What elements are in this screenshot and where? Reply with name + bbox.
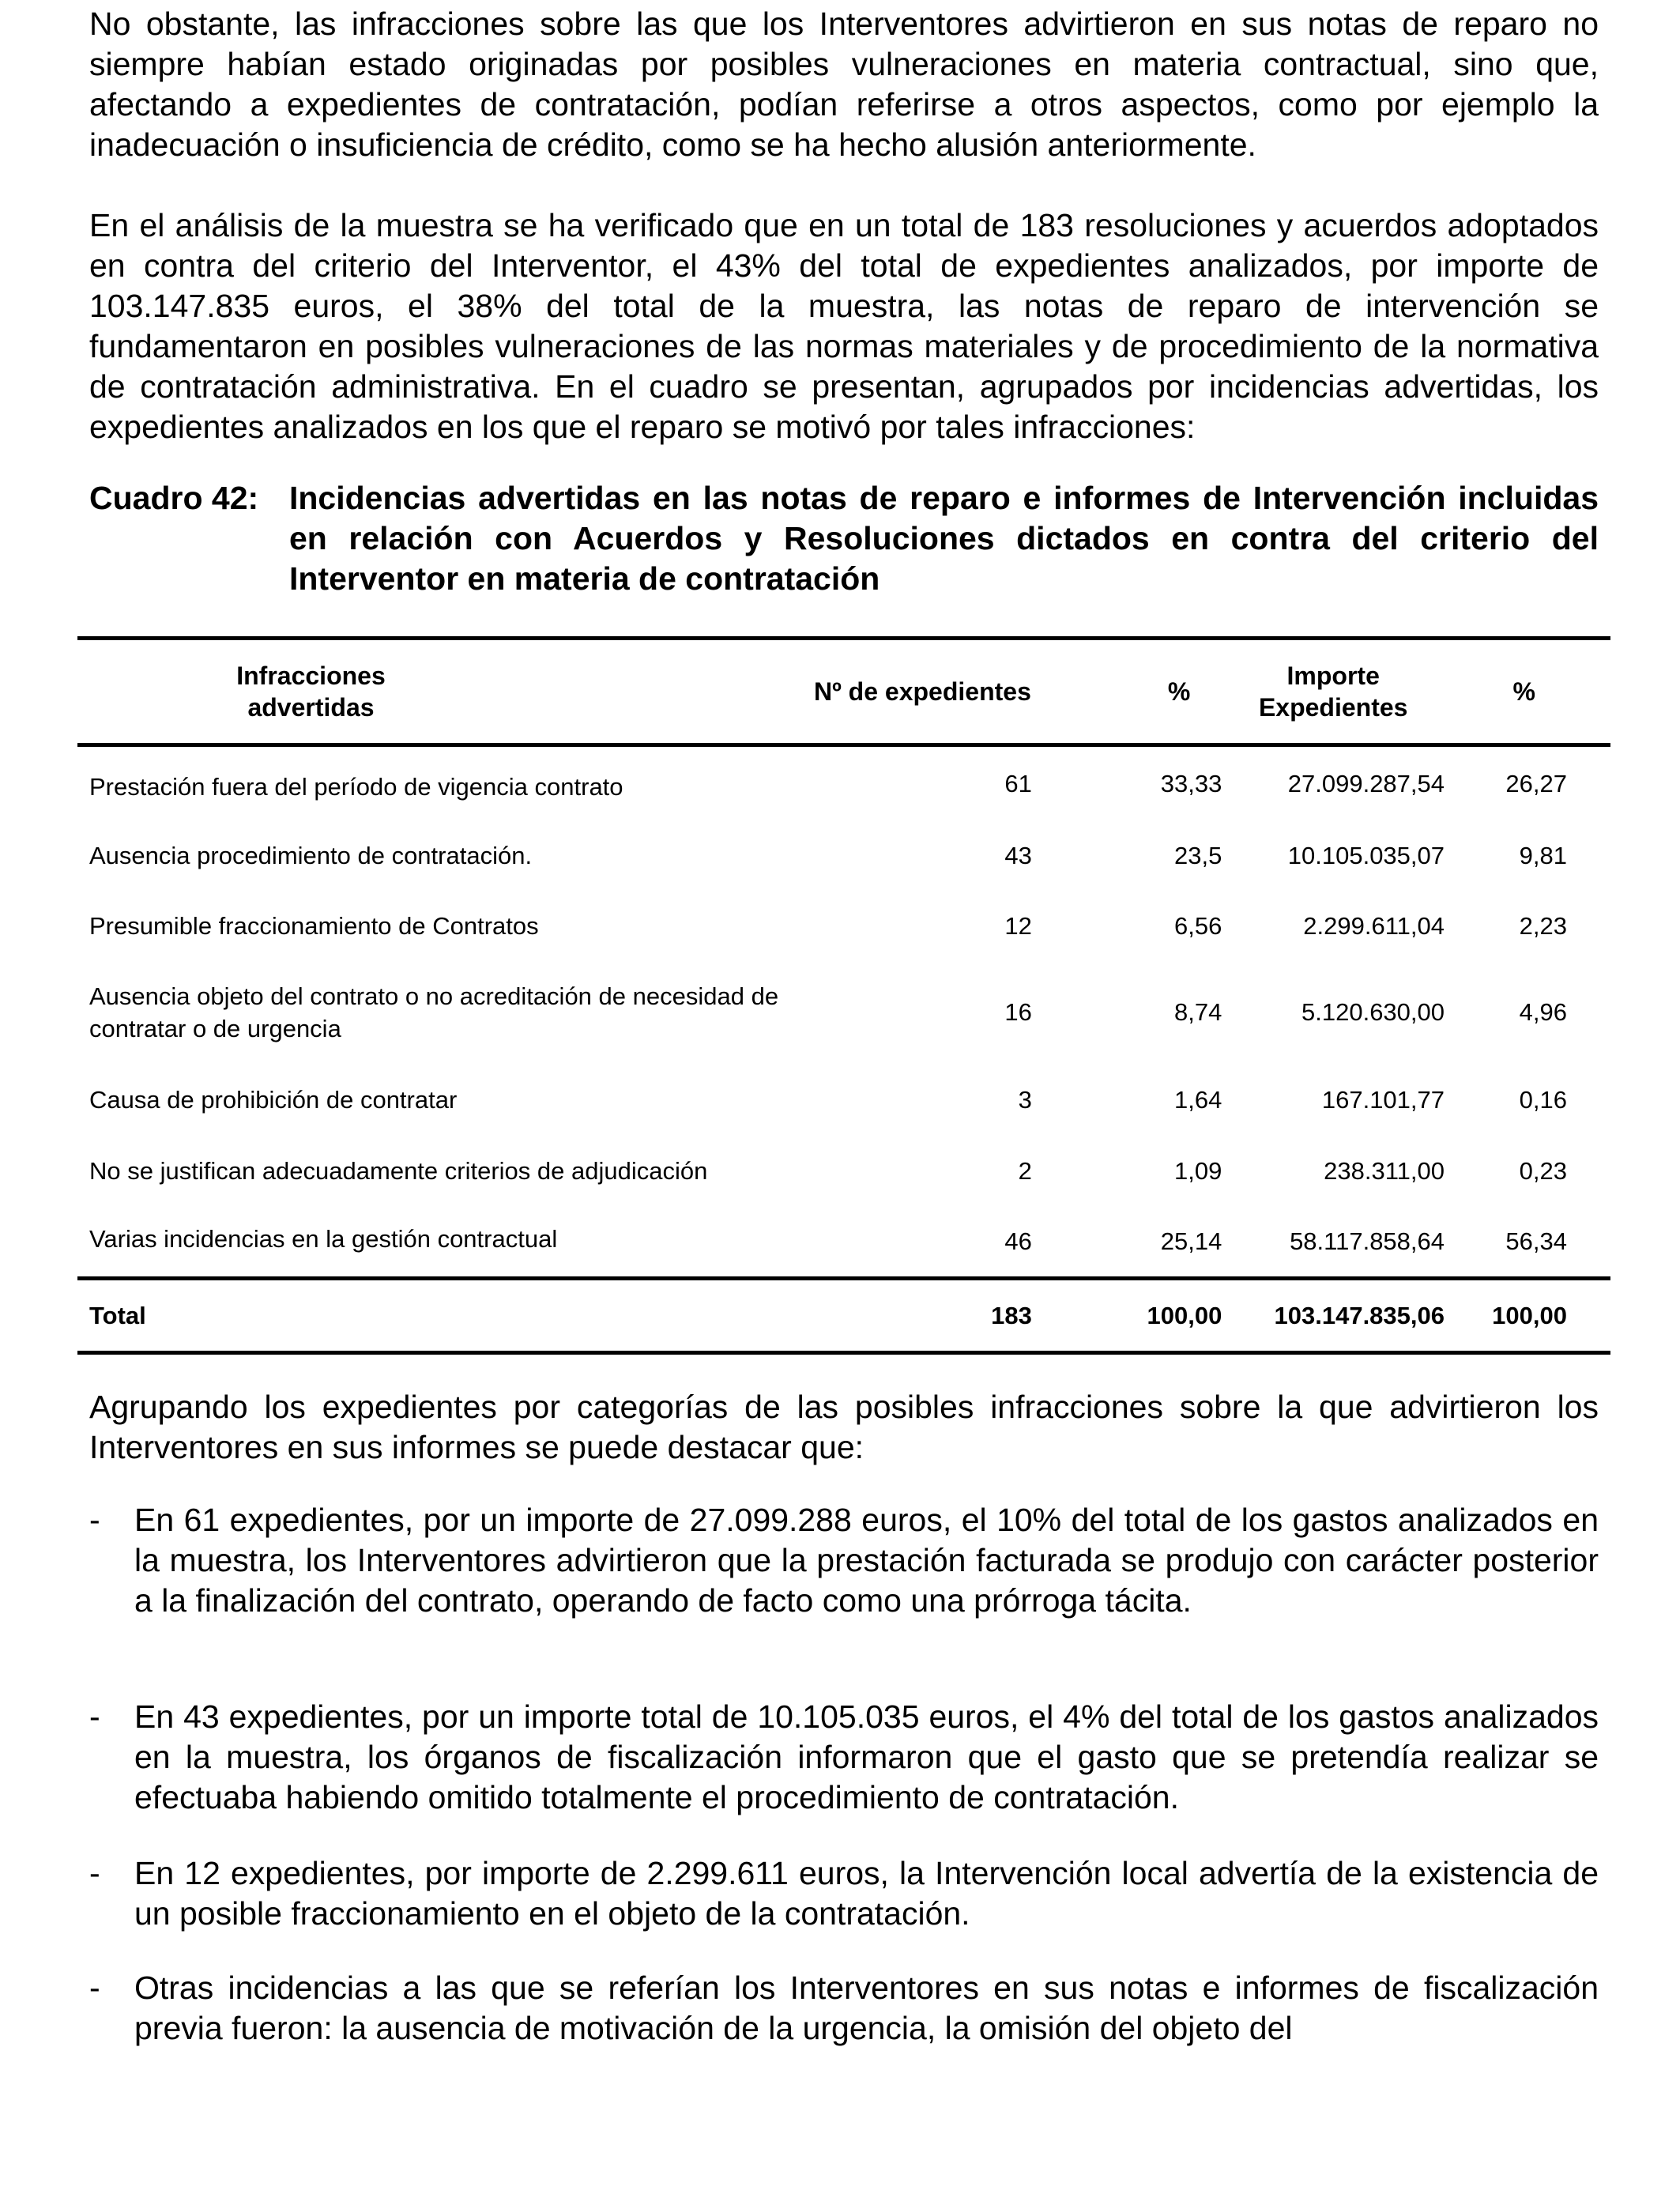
row-num: 43 <box>1004 841 1032 869</box>
header-importe-line1: Importe <box>1286 662 1380 690</box>
row-infraccion: Prestación fuera del período de vigencia contrato <box>89 772 623 801</box>
table-row <box>77 1136 1610 1206</box>
row-pct: 23,5 <box>1174 841 1222 869</box>
caption-label: Cuadro 42: <box>89 480 259 516</box>
caption-text: Incidencias advertidas en las notas de reparo e informes de Intervención incluidas en relación con Acuerdos y Resoluciones dictados en contra del criterio del Interventor en materia de contratación <box>289 480 1599 597</box>
table-row <box>77 820 1610 891</box>
row-pct2: 4,96 <box>1519 998 1567 1026</box>
total-pct: 100,00 <box>1032 1279 1222 1353</box>
paragraph-analysis: En el análisis de la muestra se ha verificado que en un total de 183 resoluciones y acuerdos adoptados en contra del criterio del Interventor, el 43% del total de expedientes analizados, por importe de 103.147.835 euros, el 38% del total de la muestra, las notas de reparo de intervención se fundamentaron en posibles vulneraciones de las normas materiales y de procedimiento de la normativa de contratación administrativa. En el cuadro se presentan, agrupados por incidencias advertidas, los expedientes analizados en los que el reparo se motivó por tales infracciones: <box>89 207 1599 445</box>
row-pct: 6,56 <box>1174 911 1222 940</box>
row-pct2: 0,16 <box>1519 1085 1567 1114</box>
total-label: Total <box>77 1279 813 1353</box>
header-importe-line2: Expedientes <box>1258 693 1408 722</box>
row-pct: 1,09 <box>1174 1156 1222 1185</box>
row-num: 12 <box>1004 911 1032 940</box>
bullet-text: Otras incidencias a las que se referían los Interventores en sus notas e informes de fiscalización previa fueron: la ausencia de motivación de la urgencia, la omisión del objeto del <box>134 1970 1599 2046</box>
row-importe: 58.117.858,64 <box>1290 1227 1445 1255</box>
bullet-item <box>89 1697 1599 1818</box>
row-pct2: 0,23 <box>1519 1156 1567 1185</box>
total-num: 183 <box>813 1279 1032 1353</box>
row-importe: 5.120.630,00 <box>1301 998 1445 1026</box>
table-row <box>77 1064 1610 1136</box>
row-pct2: 9,81 <box>1519 841 1567 869</box>
header-infracciones-line2: advertidas <box>247 693 375 722</box>
bullet-text: En 12 expedientes, por importe de 2.299.611 euros, la Intervención local advertía de la existencia de un posible fraccionamiento en el objeto de la contratación. <box>134 1855 1599 1932</box>
paragraph-grouping: Agrupando los expedientes por categorías de las posibles infracciones sobre la que advirtieron los Interventores en sus informes se puede destacar que: <box>89 1389 1599 1465</box>
header-num-expedientes: Nº de expedientes <box>813 639 1032 745</box>
header-pct: % <box>1032 639 1222 745</box>
header-importe <box>1222 639 1445 745</box>
bullet-item <box>89 1500 1599 1621</box>
row-importe: 27.099.287,54 <box>1287 769 1445 797</box>
table-row <box>77 961 1610 1064</box>
table-total-row <box>77 1279 1610 1353</box>
row-infraccion: Ausencia procedimiento de contratación. <box>89 841 533 869</box>
bullet-dash: - <box>89 1970 100 2006</box>
row-num: 46 <box>1004 1227 1032 1255</box>
bullet-text: En 61 expedientes, por un importe de 27.099.288 euros, el 10% del total de los gastos analizados en la muestra, los Interventores advirtieron que la prestación facturada se produjo con carácter posterior a la finalización del contrato, operando de facto como una prórroga tácita. <box>134 1502 1599 1619</box>
row-importe: 238.311,00 <box>1324 1156 1445 1185</box>
row-importe: 2.299.611,04 <box>1303 911 1445 940</box>
paragraph-intro: No obstante, las infracciones sobre las que los Interventores advirtieron en sus notas de reparo no siempre habían estado originadas por posibles vulneraciones en materia contractual, sino que, afectando a expedientes de contratación, podían referirse a otros aspectos, como por ejemplo la inadecuación o insuficiencia de crédito, como se ha hecho alusión anteriormente. <box>89 6 1599 163</box>
bullet-dash: - <box>89 1855 100 1891</box>
bullet-text: En 43 expedientes, por un importe total de 10.105.035 euros, el 4% del total de los gastos analizados en la muestra, los órganos de fiscalización informaron que el gasto que se pretendía realizar se efectuaba habiendo omitido totalmente el procedimiento de contratación. <box>134 1698 1599 1815</box>
total-pct2: 100,00 <box>1445 1279 1610 1353</box>
bullet-dash: - <box>89 1502 100 1538</box>
total-importe: 103.147.835,06 <box>1222 1279 1445 1353</box>
row-num: 16 <box>1004 998 1032 1026</box>
table-header-row <box>77 639 1610 745</box>
row-num: 2 <box>1018 1156 1032 1185</box>
row-pct2: 56,34 <box>1505 1227 1567 1255</box>
bullet-item <box>89 1853 1599 1934</box>
row-num: 3 <box>1018 1085 1032 1114</box>
bullet-dash: - <box>89 1698 100 1735</box>
row-pct2: 26,27 <box>1505 769 1567 797</box>
row-infraccion: No se justifican adecuadamente criterios de adjudicación <box>89 1156 708 1185</box>
row-importe: 167.101,77 <box>1321 1085 1445 1114</box>
row-infraccion: Presumible fraccionamiento de Contratos <box>89 911 539 940</box>
table-row <box>77 1206 1610 1279</box>
row-infraccion: Varias incidencias en la gestión contractual <box>89 1224 558 1253</box>
row-pct: 1,64 <box>1174 1085 1222 1114</box>
row-pct: 33,33 <box>1160 769 1222 797</box>
header-infracciones-line1: Infracciones <box>236 662 386 690</box>
incidencias-table <box>77 636 1610 1355</box>
table-row <box>77 745 1610 820</box>
table-caption <box>89 478 1599 599</box>
row-infraccion: Causa de prohibición de contratar <box>89 1085 458 1114</box>
row-num: 61 <box>1004 769 1032 797</box>
header-pct2: % <box>1445 639 1610 745</box>
header-infracciones <box>77 639 813 745</box>
row-importe: 10.105.035,07 <box>1287 841 1445 869</box>
table-row <box>77 891 1610 961</box>
row-pct: 8,74 <box>1174 998 1222 1026</box>
row-infraccion: Ausencia objeto del contrato o no acreditación de necesidad de contratar o de urgencia <box>89 982 779 1042</box>
row-pct: 25,14 <box>1160 1227 1222 1255</box>
bullet-item <box>89 1968 1599 2049</box>
row-pct2: 2,23 <box>1519 911 1567 940</box>
